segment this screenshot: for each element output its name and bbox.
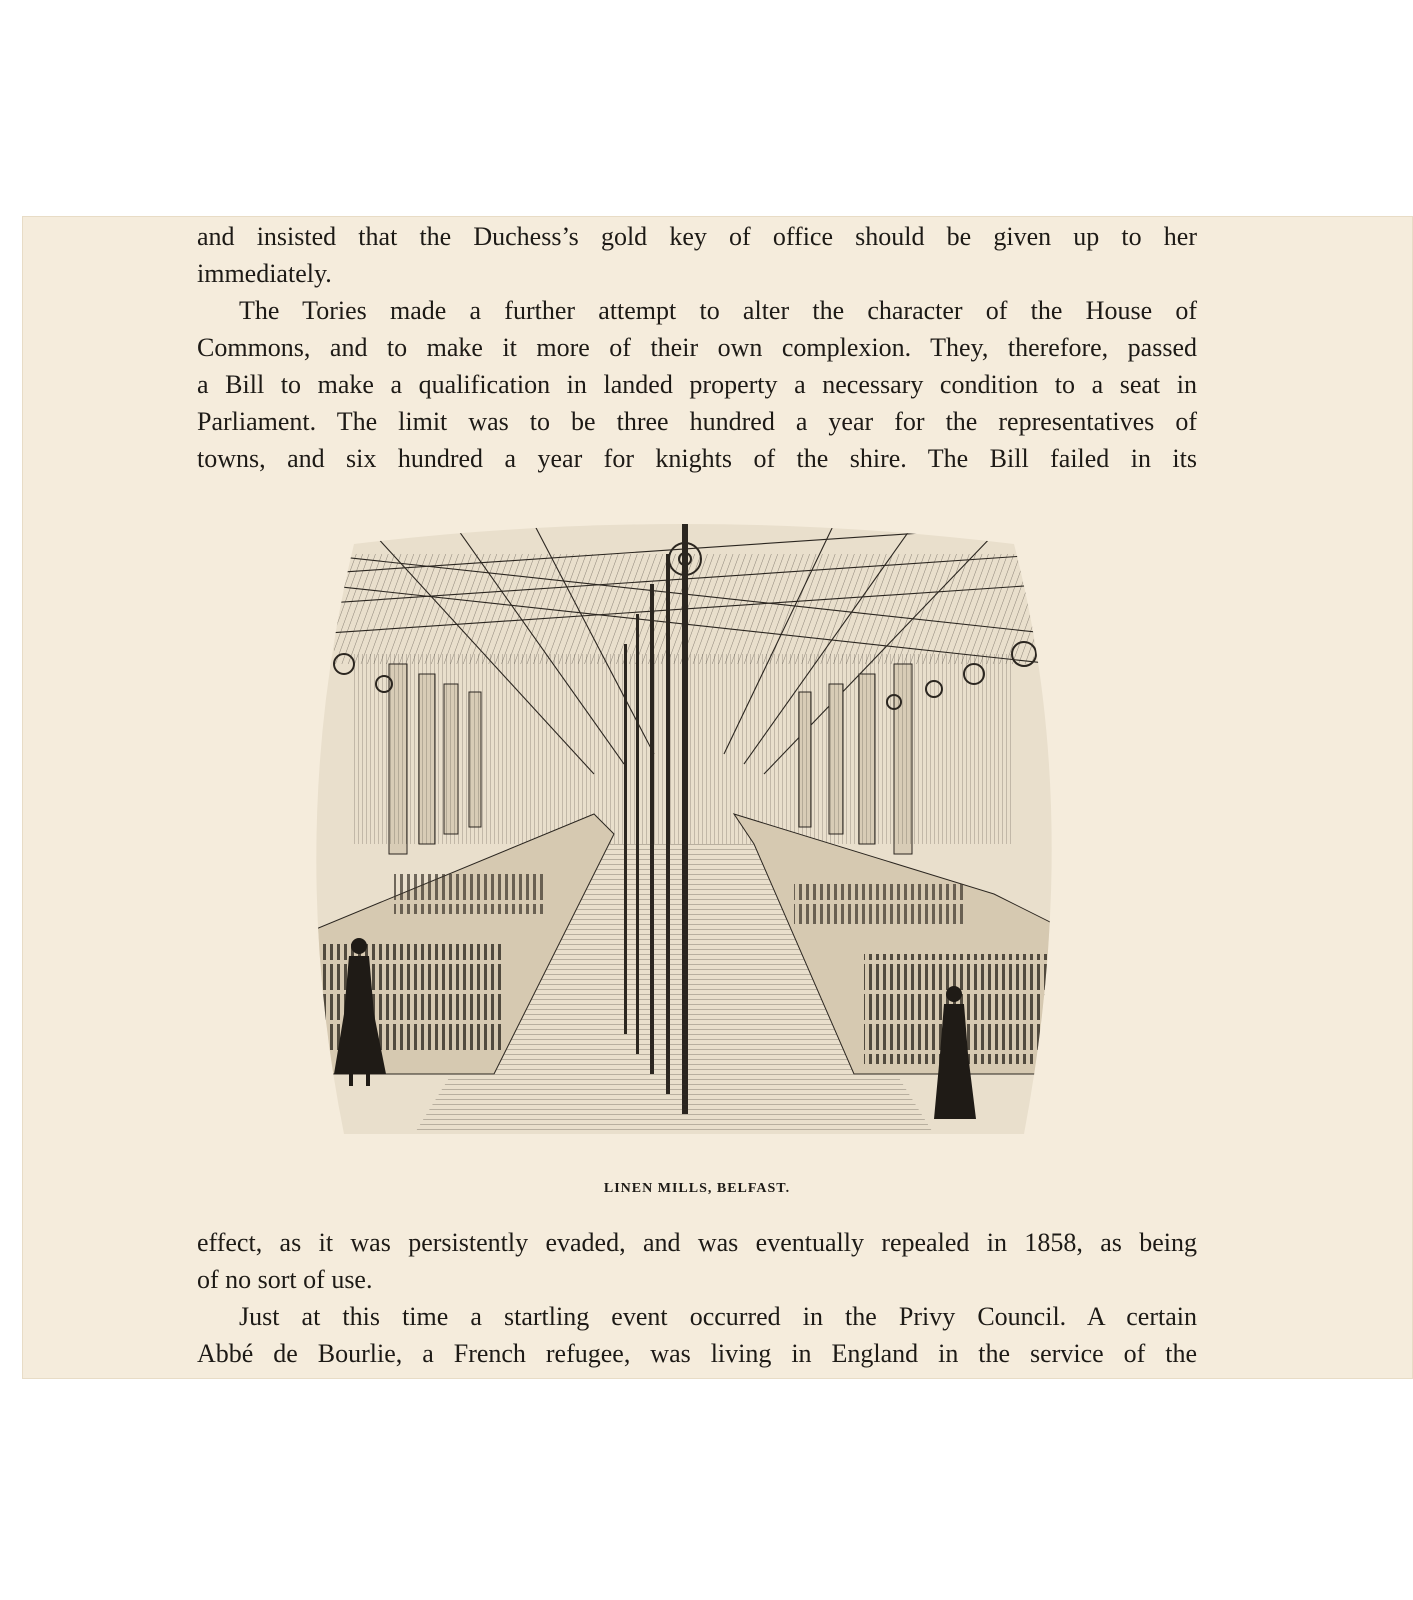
text-line: effect, as it was persistently evaded, and was eventually repealed in 1858, as being [197,1228,1197,1257]
text-line: a Bill to make a qualification in landed property a necessary condition to a seat in [197,370,1197,399]
text-line: Commons, and to make it more of their own complexion. They, therefore, passed [197,333,1197,362]
text-line: Parliament. The limit was to be three hundred a year for the representatives of [197,407,1197,436]
text-line: The Tories made a further attempt to alter the character of the House of [239,296,1197,325]
linen-mill-engraving [294,514,1074,1154]
text-line: immediately. [197,259,332,288]
bottom-text-block [197,1224,1197,1372]
text-line: and insisted that the Duchess’s gold key of office should be given up to her [197,222,1197,251]
text-line: of no sort of use. [197,1265,373,1294]
text-line: towns, and six hundred a year for knights of the shire. The Bill failed in its [197,444,1197,473]
top-text-block [197,218,1197,477]
text-line: Abbé de Bourlie, a French refugee, was living in England in the service of the [197,1339,1197,1368]
figure-caption: LINEN MILLS, BELFAST. [603,1181,791,1196]
text-line: Just at this time a startling event occurred in the Privy Council. A certain [239,1302,1197,1331]
book-page [22,216,1413,1379]
